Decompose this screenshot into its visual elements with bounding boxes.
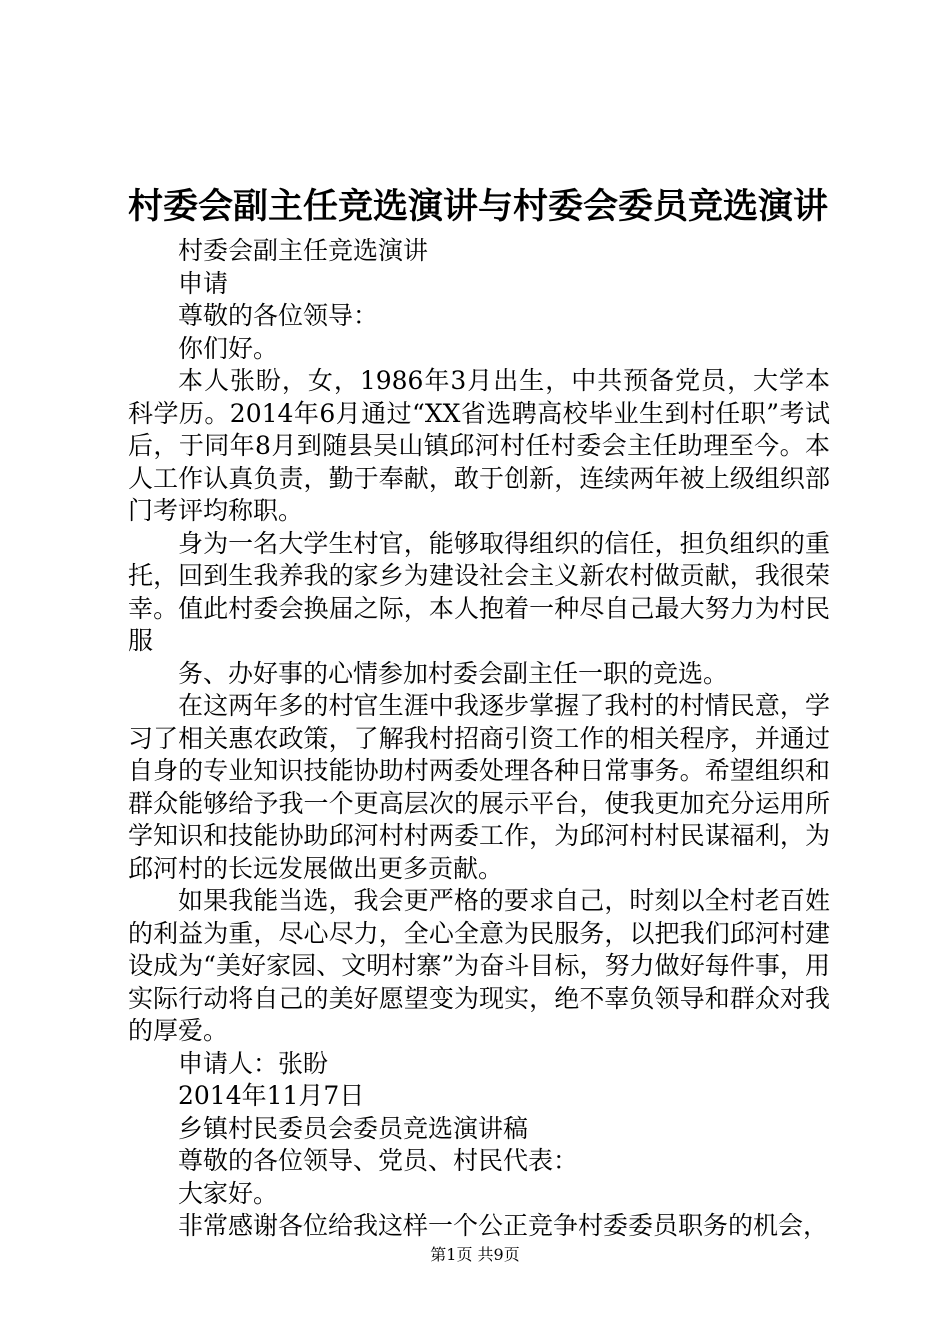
salutation: 尊敬的各位领导、党员、村民代表：: [178, 1146, 579, 1175]
page-number: 第1页 共9页: [430, 1245, 520, 1264]
paragraph: 务、办好事的心情参加村委会副主任一职的竞选。: [178, 658, 729, 688]
paragraph: 申请: [178, 268, 229, 298]
paragraph: 本人张盼，女，1986年3月出生，中共预备党员，大学本科学历。2014年6月通过“XX省选聘高校毕业生到村任职”考试后，于同年8月到随县吴山镇邱河村任村委会主任助理至今。本人工作认真负责，勤于奉献，敢于创新，连续两年被上级组织部门考评均称职。: [128, 366, 830, 525]
date: 2014年11月7日: [178, 1081, 365, 1110]
salutation: 尊敬的各位领导：: [178, 301, 379, 330]
section-heading: 村委会副主任竞选演讲: [178, 236, 429, 265]
document-title: 村委会副主任竞选演讲与村委会委员竞选演讲: [128, 186, 829, 227]
paragraph: 非常感谢各位给我这样一个公正竞争村委委员职务的机会，: [178, 1211, 829, 1240]
section-heading: 乡镇村民委员会委员竞选演讲稿: [178, 1113, 529, 1143]
document-body: [128, 235, 830, 1243]
paragraph: 身为一名大学生村官，能够取得组织的信任，担负组织的重托，回到生我养我的家乡为建设社会主义新农村做贡献，我很荣幸。值此村委会换届之际，本人抱着一种尽自己最大努力为村民服: [128, 528, 830, 655]
paragraph: 如果我能当选，我会更严格的要求自己，时刻以全村老百姓的利益为重，尽心尽力，全心全意为民服务，以把我们邱河村建设成为“美好家园、文明村寨”为奋斗目标，努力做好每件事，用实际行动将自己的美好愿望变为现实，绝不辜负领导和群众对我的厚爱。: [128, 886, 830, 1045]
greeting: 你们好。: [178, 333, 279, 363]
applicant-signature: 申请人：张盼: [178, 1048, 329, 1078]
greeting: 大家好。: [178, 1178, 279, 1208]
paragraph: 在这两年多的村官生涯中我逐步掌握了我村的村情民意，学习了相关惠农政策，了解我村招商引资工作的相关程序，并通过自身的专业知识技能协助村两委处理各种日常事务。希望组织和群众能够给予我一个更高层次的展示平台，使我更加充分运用所学知识和技能协助邱河村村两委工作，为邱河村村民谋福利，为邱河村的长远发展做出更多贡献。: [128, 691, 830, 883]
